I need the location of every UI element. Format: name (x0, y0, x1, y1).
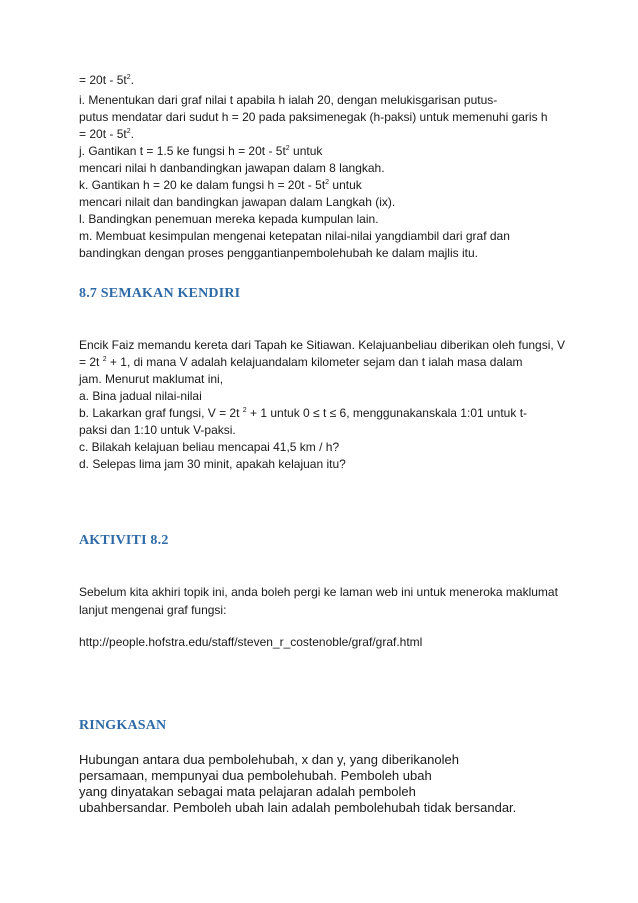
text-line: jam. Menurut maklumat ini, (79, 372, 224, 386)
text-line: b. Lakarkan graf fungsi, V = 2t $^2$ + 1 untuk 0 ≤ t ≤ 6, menggunakanskala 1:01 untuk t- (79, 406, 528, 420)
text-line: putus mendatar dari sudut h = 20 pada paksimenegak (h-paksi) untuk memenuhi garis h (79, 110, 548, 124)
text-line: mencari nilai h danbandingkan jawapan dalam 8 langkah. (79, 161, 385, 175)
section-heading-aktiviti: AKTIVITI 8.2 (79, 533, 169, 548)
section-heading-ringkasan: RINGKASAN (79, 718, 167, 733)
text-line: paksi dan 1:10 untuk V-paksi. (79, 423, 236, 437)
text-line: mencari nilait dan bandingkan jawapan dalam Langkah (ix). (79, 195, 396, 209)
text-line: bandingkan dengan proses penggantianpembolehubah ke dalam majlis itu. (79, 246, 478, 260)
text-line: k. Gantikan h = 20 ke dalam fungsi $h = 20t - 5t^2$ untuk (79, 178, 362, 192)
text-line: m. Membuat kesimpulan mengenai ketepatan nilai-nilai yangdiambil dari graf dan (79, 229, 510, 243)
text-line: j. Gantikan t = 1.5 ke fungsi $h = 20t - 5t^2$ untuk (79, 144, 323, 158)
text-line: Encik Faiz memandu kereta dari Tapah ke Sitiawan. Kelajuanbeliau diberikan oleh fungsi, V (79, 338, 566, 352)
text-line: l. Bandingkan penemuan mereka kepada kumpulan lain. (79, 212, 379, 226)
text-line: Hubungan antara dua pembolehubah, x dan y, yang diberikanoleh (79, 752, 459, 767)
text-line: = 2t $^2$ + 1, di mana V adalah kelajuandalam kilometer sejam dan t ialah masa dalam (79, 355, 523, 369)
web-link[interactable]: http://people.hofstra.edu/staff/steven_r_costenoble/graf/graf.html (79, 635, 423, 649)
text-line: = $20t - 5t^2$. (79, 127, 134, 141)
section-heading-semakan: 8.7 SEMAKAN KENDIRI (79, 286, 241, 301)
text-line: persamaan, mempunyai dua pembolehubah. Pemboleh ubah (79, 768, 432, 783)
text-line: a. Bina jadual nilai-nilai (79, 389, 202, 403)
text-line: ubahbersandar. Pemboleh ubah lain adalah pembolehubah tidak bersandar. (79, 800, 517, 815)
text-line: c. Bilakah kelajuan beliau mencapai 41,5 km / h? (79, 440, 340, 454)
text-line: = $20t - 5t^2$. (79, 73, 134, 87)
text-line: i. Menentukan dari graf nilai t apabila h ialah 20, dengan melukisgarisan putus- (79, 93, 498, 107)
text-line: d. Selepas lima jam 30 minit, apakah kelajuan itu? (79, 457, 346, 471)
text-line: Sebelum kita akhiri topik ini, anda boleh pergi ke laman web ini untuk meneroka maklumat (79, 585, 558, 599)
text-line: lanjut mengenai graf fungsi: (79, 603, 227, 617)
text-line: yang dinyatakan sebagai mata pelajaran adalah pemboleh (79, 784, 416, 799)
